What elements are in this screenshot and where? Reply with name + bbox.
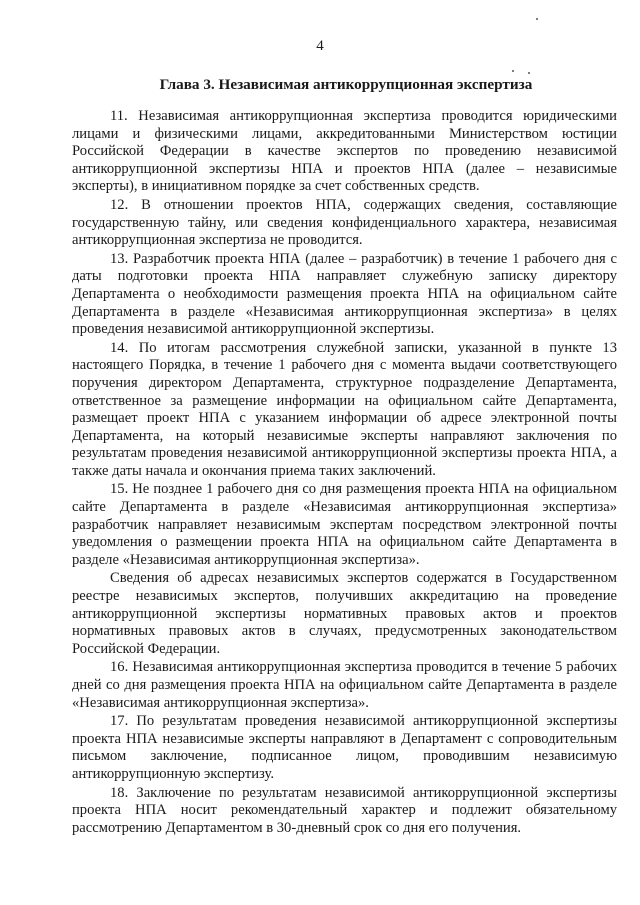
paragraph-15: 15. Не позднее 1 рабочего дня со дня размещения проекта НПА на официальном сайте Департамента в разделе «Независимая антикоррупционная экспертиза» разработчик направляет независимым экспертам посредством электронной почты уведомления о размещении проекта НПА на официальном сайте Департамента в разделе «Независимая антикоррупционная экспертиза».: [72, 481, 617, 568]
paragraph-11: 11. Независимая антикоррупционная экспертиза проводится юридическими лицами и физическими лицами, аккредитованными Министерством юстиции Российской Федерации в качестве экспертов по проведению независимой антикоррупционной экспертизы НПА и проектов НПА (далее – независимые эксперты), в инициативном порядке за счет собственных средств.: [72, 108, 617, 195]
document-body: [72, 108, 617, 838]
paragraph-14: 14. По итогам рассмотрения служебной записки, указанной в пункте 13 настоящего Порядка, в течение 1 рабочего дня с момента выдачи соответствующего поручения директором Департамента, структурное подразделение Департамента, ответственное за размещение информации на официальном сайте Департамента, размещает проект НПА с указанием информации об адресе электронной почты Департамента, на который независимые эксперты направляют заключения по результатам проведения независимой антикоррупционной экспертизы проекта НПА, а также даты начала и окончания приема таких заключений.: [72, 339, 617, 479]
paragraph-16: 16. Независимая антикоррупционная экспертиза проводится в течение 5 рабочих дней со дня размещения проекта НПА на официальном сайте Департамента в разделе «Независимая антикоррупционная экспертиза».: [72, 659, 617, 711]
chapter-title: Глава 3. Независимая антикоррупционная экспертиза: [159, 76, 533, 93]
paragraph-13: 13. Разработчик проекта НПА (далее – разработчик) в течение 1 рабочего дня с даты подготовки проекта НПА направляет служебную записку директору Департамента о необходимости размещения проекта НПА на официальном сайте Департамента в разделе «Независимая антикоррупционная экспертиза» в целях проведения независимой антикоррупционной экспертизы.: [72, 250, 617, 338]
scan-speck: [528, 72, 530, 74]
paragraph-18: 18. Заключение по результатам независимой антикоррупционной экспертизы проекта НПА носит рекомендательный характер и подлежит обязательному рассмотрению Департаментом в 30-дневный срок со дня его получения.: [72, 784, 617, 836]
paragraph-17: 17. По результатам проведения независимой антикоррупционной экспертизы проекта НПА независимые эксперты направляют в Департамент с сопроводительным письмом заключение, подписанное лицом, проводившим независимую антикоррупционную экспертизу.: [72, 713, 617, 782]
scan-speck: [536, 18, 538, 20]
scan-speck: [512, 70, 514, 72]
paragraph-12: 12. В отношении проектов НПА, содержащих сведения, составляющие государственную тайну, или сведения конфиденциального характера, независимая антикоррупционная экспертиза не проводится.: [72, 196, 617, 249]
page-number: 4: [316, 38, 324, 54]
paragraph-experts-info: Сведения об адресах независимых экспертов содержатся в Государственном реестре независимых экспертов, получивших аккредитацию на проведение антикоррупционной экспертизы нормативных правовых актов и проектов нормативных правовых актов в случаях, предусмотренных законодательством Российской Федерации.: [72, 570, 617, 657]
